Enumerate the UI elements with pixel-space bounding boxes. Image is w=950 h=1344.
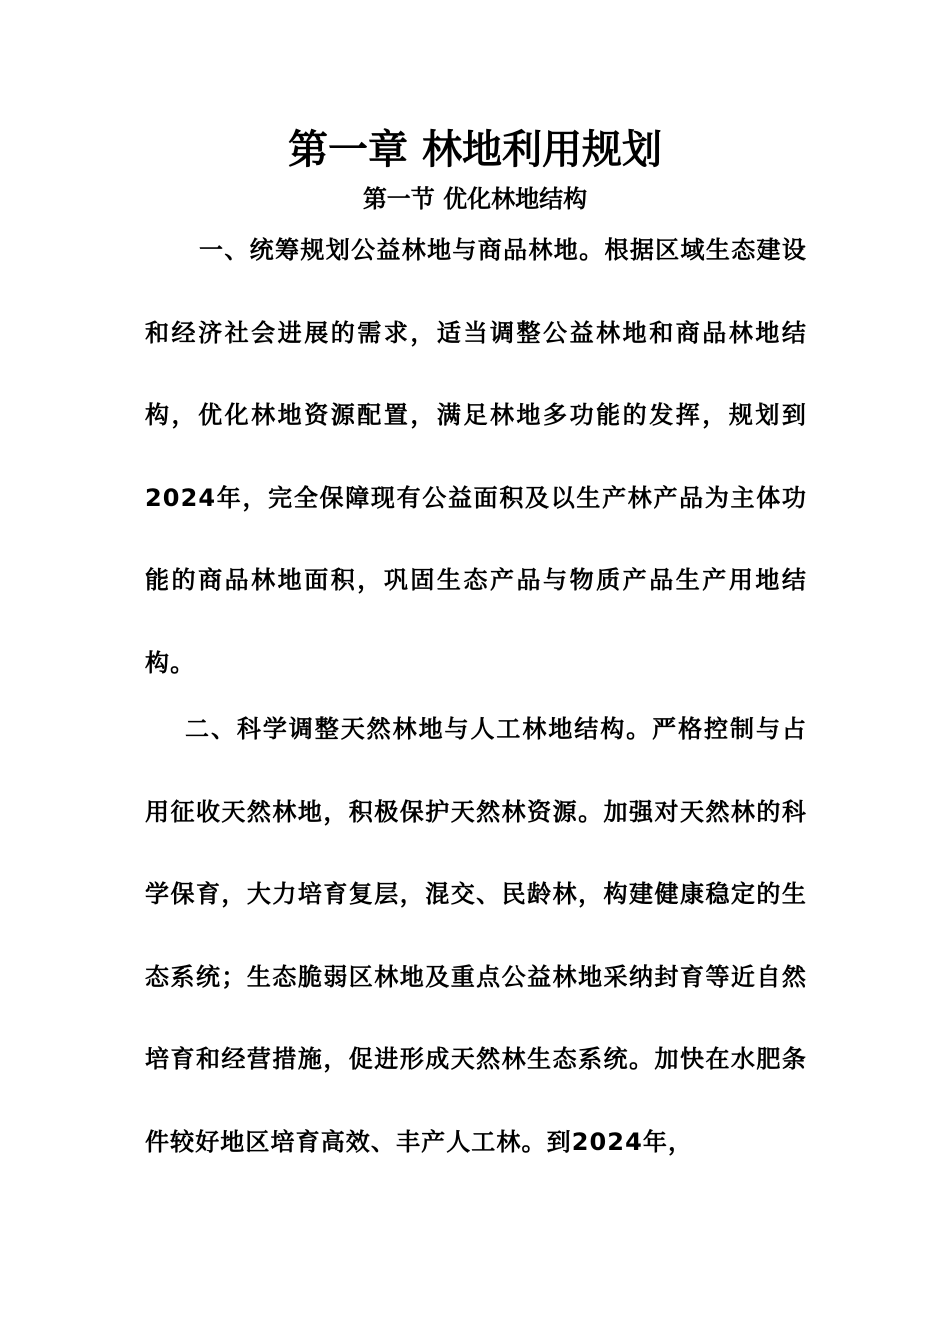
- section-title: 第一节 优化林地结构: [362, 184, 588, 213]
- paragraph-forest-land-planning: 一、统筹规划公益林地与商品林地。根据区域生态建设和经济社会进展的需求，适当调整公益林地和商品林地结构，优化林地资源配置，满足林地多功能的发挥，规划到2024年，完全保障现有公益面积及以生产林产品为主体功能的商品林地面积，巩固生态产品与物质产品生产用地结构。: [145, 236, 807, 677]
- chapter-title: 第一章 林地利用规划: [288, 126, 662, 173]
- paragraph-natural-artificial-forest: 二、科学调整天然林地与人工林地结构。严格控制与占用征收天然林地，积极保护天然林资源。加强对天然林的科学保育，大力培育复层，混交、民龄林，构建健康稳定的生态系统；生态脆弱区林地及重点公益林地采纳封育等近自然培育和经营措施，促进形成天然林生态系统。加快在水肥条件较好地区培育高效、丰产人工林。到2024年，: [145, 715, 807, 1156]
